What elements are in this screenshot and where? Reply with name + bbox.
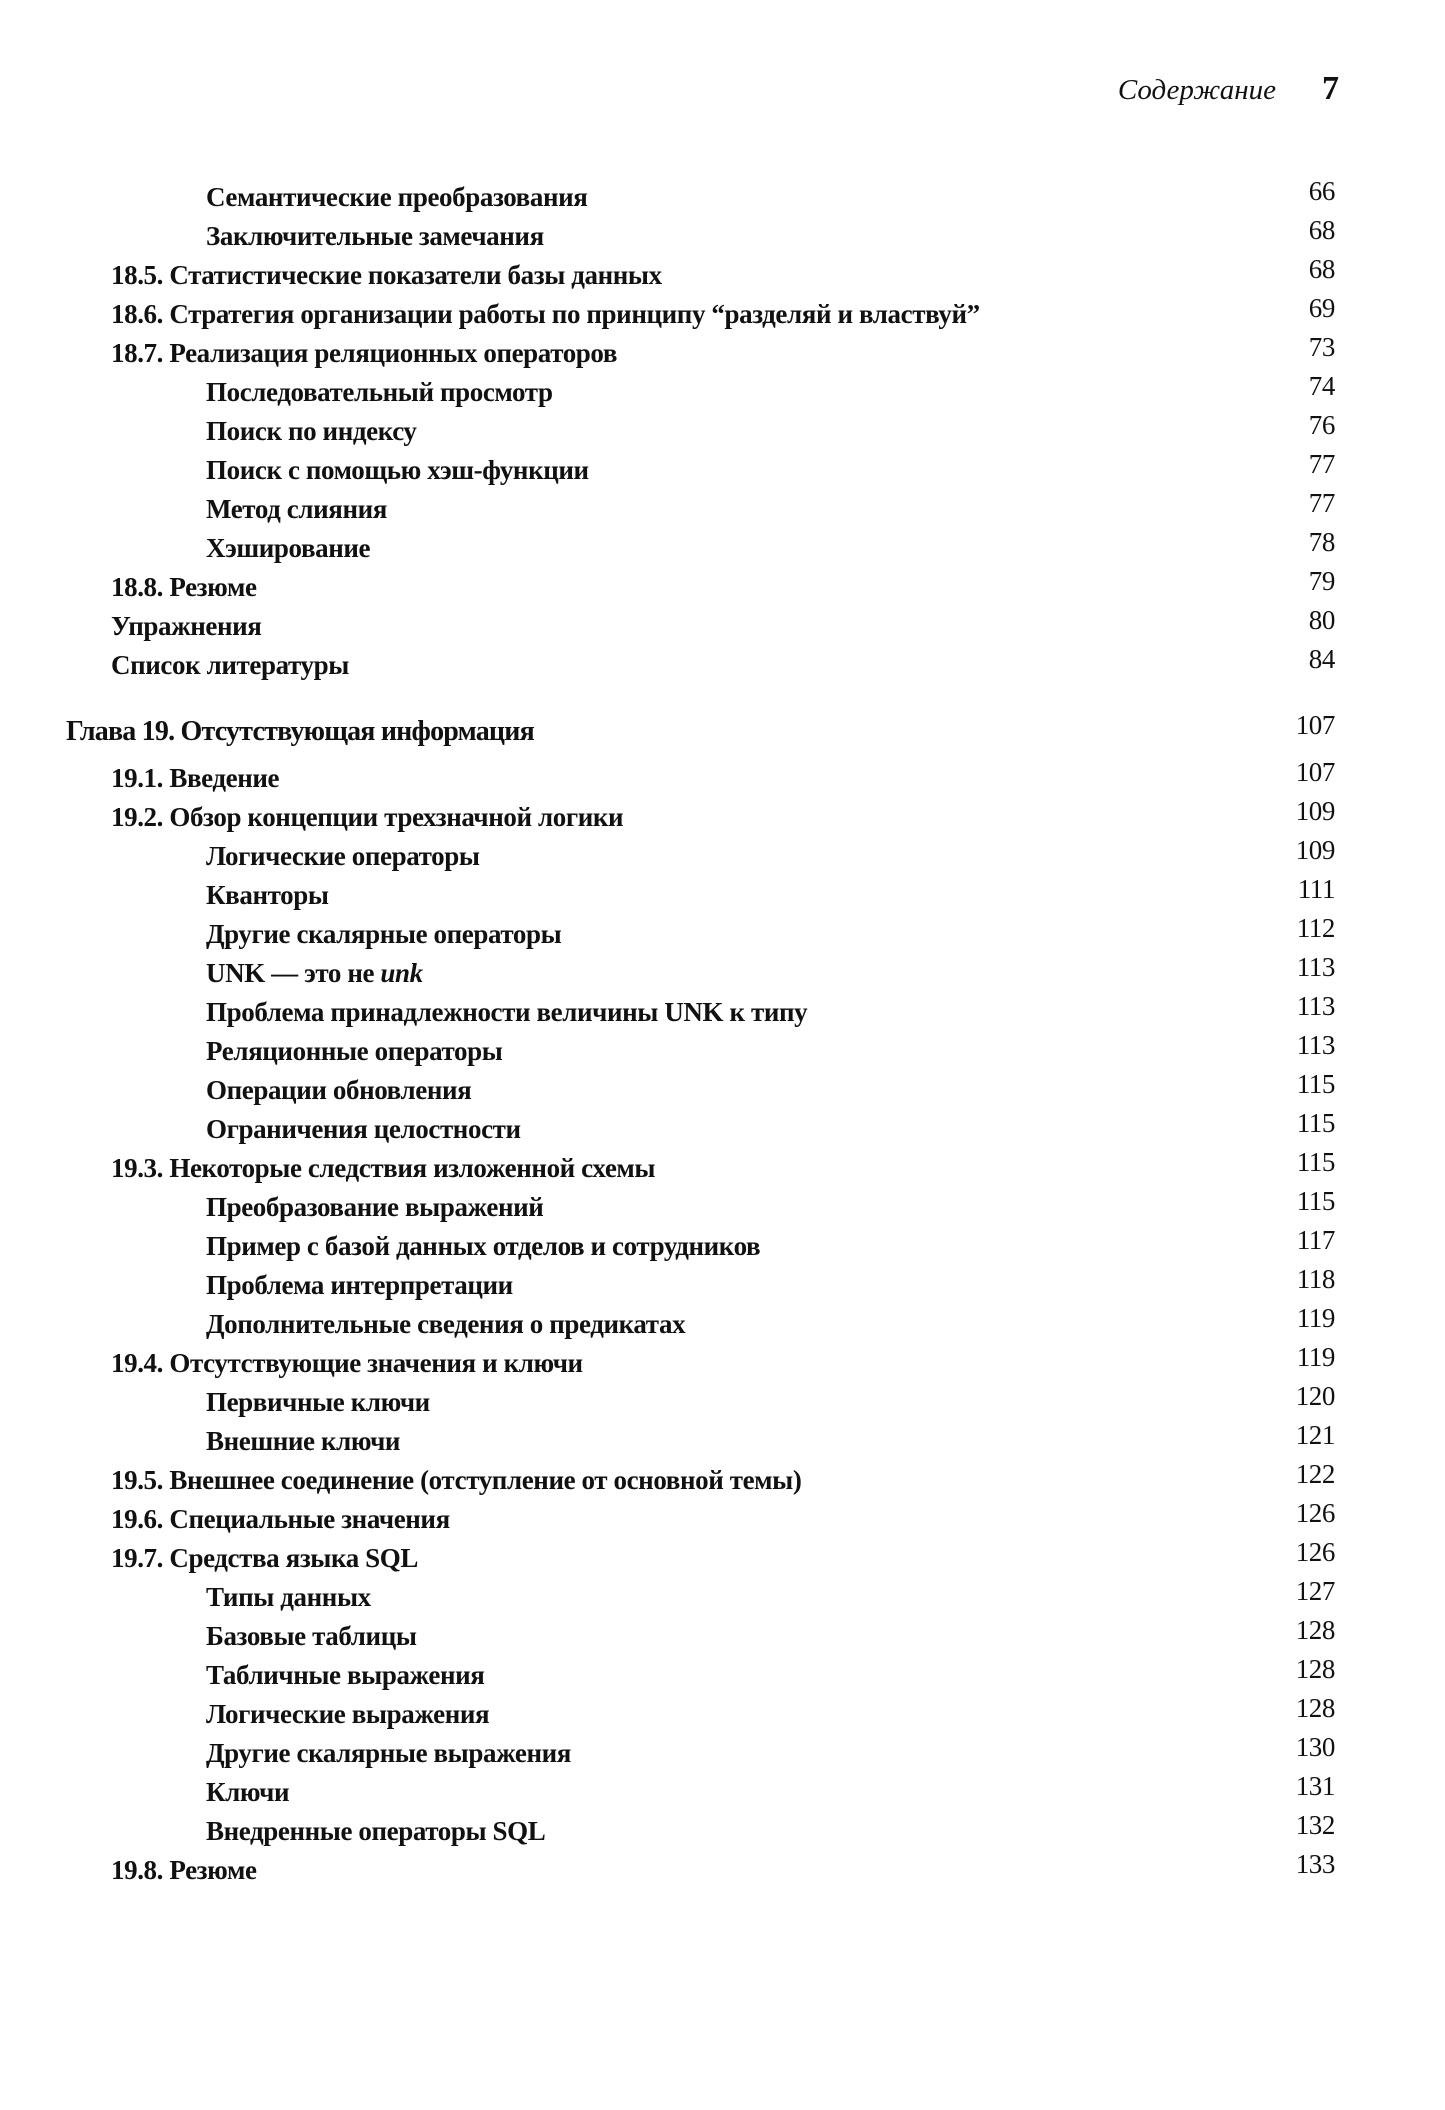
toc-entry-title [66,712,534,751]
toc-subsection [0,1656,1445,1695]
toc-subsection [0,837,1445,876]
toc-entry-title [206,1656,484,1695]
toc-entry-title [206,1578,371,1617]
toc-entry-title [111,759,279,798]
toc-page-number: 113 [1296,952,1335,982]
toc-page-number: 128 [1295,1654,1335,1684]
toc-subsection [0,1266,1445,1305]
toc-entry-title [111,1851,257,1890]
running-header [1118,70,1339,108]
toc-subsection [0,412,1445,451]
toc-entry-title [206,529,370,568]
toc-entry-text: 18.8. Резюме [111,572,257,602]
toc-page-number: 121 [1295,1420,1335,1450]
toc-section [0,646,1445,685]
toc-entry-text: 19.1. Введение [111,763,280,793]
toc-entry-title [206,1110,521,1149]
toc-subsection [0,1773,1445,1812]
toc-subsection [0,1734,1445,1773]
toc-subsection [0,1812,1445,1851]
toc-entry-title [206,993,807,1032]
toc-entry-text: Список литературы [111,650,349,680]
toc-entry-text: Реляционные операторы [206,1036,503,1066]
toc-section [0,1149,1445,1188]
toc-entry-text: Глава 19. Отсутствующая информация [66,716,534,747]
toc-page-number: 77 [1308,488,1335,518]
toc-entry-text: Поиск по индексу [206,416,417,446]
toc-page-number: 126 [1295,1498,1335,1528]
toc-entry-title [206,1812,545,1851]
toc-page-number: 122 [1295,1459,1335,1489]
toc-subsection [0,1617,1445,1656]
toc-page-number: 109 [1295,796,1335,826]
toc-page-number: 128 [1295,1693,1335,1723]
toc-entry-title [111,607,262,646]
toc-entry-text: 18.6. Стратегия организации работы по принципу “разделяй и властвуй” [111,299,980,329]
toc-page-number: 78 [1308,527,1335,557]
toc-entry-text: UNK — это не [206,958,381,988]
toc-subsection [0,373,1445,412]
toc-page-number: 111 [1297,874,1335,904]
toc-entry-text: 19.3. Некоторые следствия изложенной схемы [111,1153,656,1183]
toc-entry-text: Типы данных [206,1582,371,1612]
toc-subsection [0,217,1445,256]
toc-subsection [0,915,1445,954]
toc-page-number: 120 [1295,1381,1335,1411]
toc-page-number: 69 [1308,293,1335,323]
toc-entry-title [206,1617,417,1656]
toc-entry-text: 19.5. Внешнее соединение (отступление от основной темы) [111,1465,802,1495]
toc-page-number: 113 [1296,991,1335,1021]
toc-section [0,1500,1445,1539]
toc-entry-text: Последовательный просмотр [206,377,553,407]
toc-entry-text: Внедренные операторы SQL [206,1816,546,1846]
toc-section [0,759,1445,798]
toc-page-number: 112 [1296,913,1335,943]
toc-subsection [0,876,1445,915]
toc-entry-title [206,1305,685,1344]
toc-section [0,1539,1445,1578]
toc-section [0,568,1445,607]
toc-entry-text: Ограничения целостности [206,1114,521,1144]
toc-page-number: 115 [1296,1108,1335,1138]
toc-page-number: 74 [1308,371,1335,401]
toc-entry-title [206,1032,502,1071]
toc-entry-text: Внешние ключи [206,1426,401,1456]
toc-entry-text: Заключительные замечания [206,221,544,251]
toc-entry-text: Семантические преобразования [206,182,588,212]
toc-entry-text: Другие скалярные выражения [206,1738,572,1768]
toc-entry-text: Упражнения [111,611,262,641]
toc-subsection [0,1227,1445,1266]
toc-subsection [0,1695,1445,1734]
toc-subsection [0,1305,1445,1344]
toc-entry-title [206,1422,400,1461]
toc-entry-title [206,1227,760,1266]
toc-section [0,1461,1445,1500]
toc-section [0,256,1445,295]
toc-page-number: 130 [1295,1732,1335,1762]
toc-entry-text: Другие скалярные операторы [206,919,562,949]
toc-entry-text: 18.5. Статистические показатели базы данных [111,260,662,290]
toc-entry-title [206,178,587,217]
toc-section [0,334,1445,373]
toc-page-number: 79 [1308,566,1335,596]
toc-page-number: 107 [1295,757,1335,787]
toc-entry-title [111,1344,583,1383]
toc-page-number: 77 [1308,449,1335,479]
toc-page-number: 115 [1296,1069,1335,1099]
toc-subsection [0,954,1445,993]
toc-entry-title [206,1188,543,1227]
toc-entry-title [206,1071,471,1110]
toc-entry-text: 19.7. Средства языка SQL [111,1543,418,1573]
toc-entry-title [111,798,623,837]
toc-entry-text: 19.8. Резюме [111,1855,257,1885]
toc-entry-title [206,876,329,915]
toc-entry-title [206,217,544,256]
toc-entry-title [206,1266,513,1305]
toc-entry-title [111,568,257,607]
toc-page-number: 73 [1308,332,1335,362]
toc-page-number: 107 [1295,710,1335,740]
toc-page-number: 119 [1296,1303,1335,1333]
page-number: 7 [1322,70,1339,107]
toc-section [0,1344,1445,1383]
toc-entry-title [111,1461,801,1500]
toc-page-number: 66 [1308,176,1335,206]
toc-section [0,607,1445,646]
toc-entry-text: 19.2. Обзор концепции трехзначной логики [111,802,624,832]
toc-entry-title [206,915,561,954]
toc-entry-title [111,1149,655,1188]
toc-page-number: 128 [1295,1615,1335,1645]
toc-subsection [0,178,1445,217]
toc-page-number: 118 [1296,1264,1335,1294]
toc-page-number: 109 [1295,835,1335,865]
toc-entry-italic-text: unk [380,958,423,988]
toc-entry-text: Ключи [206,1777,290,1807]
toc-page-number: 126 [1295,1537,1335,1567]
toc-page-number: 76 [1308,410,1335,440]
toc-subsection [0,1110,1445,1149]
table-of-contents [0,178,1445,1890]
running-header-title: Содержание [1117,74,1276,106]
toc-subsection [0,1188,1445,1227]
toc-entry-text: Хэширование [206,533,371,563]
toc-page-number: 132 [1295,1810,1335,1840]
toc-page-number: 117 [1296,1225,1335,1255]
toc-entry-title [111,295,980,334]
toc-subsection [0,490,1445,529]
toc-page-number: 80 [1308,605,1335,635]
toc-entry-text: Проблема принадлежности величины UNK к типу [206,997,808,1027]
toc-page-number: 84 [1308,644,1335,674]
toc-section [0,1851,1445,1890]
toc-entry-text: Логические операторы [206,841,480,871]
toc-page-number: 115 [1296,1186,1335,1216]
toc-entry-text: 19.6. Специальные значения [111,1504,450,1534]
toc-entry-title [206,451,589,490]
toc-page-number: 68 [1308,254,1335,284]
toc-subsection [0,1071,1445,1110]
toc-page-number: 115 [1296,1147,1335,1177]
toc-subsection [0,451,1445,490]
toc-subsection [0,1578,1445,1617]
toc-entry-title [206,1734,571,1773]
toc-page-number: 127 [1295,1576,1335,1606]
toc-entry-title [206,373,553,412]
toc-page-number: 113 [1296,1030,1335,1060]
toc-entry-text: Поиск с помощью хэш-функции [206,455,589,485]
toc-entry-text: 19.4. Отсутствующие значения и ключи [111,1348,583,1378]
toc-subsection [0,1422,1445,1461]
toc-entry-title [206,490,387,529]
toc-page-number: 68 [1308,215,1335,245]
toc-entry-text: Операции обновления [206,1075,472,1105]
toc-page-number: 119 [1296,1342,1335,1372]
toc-subsection [0,993,1445,1032]
toc-entry-text: Базовые таблицы [206,1621,417,1651]
toc-entry-title [206,837,480,876]
toc-entry-text: 18.7. Реализация реляционных операторов [111,338,618,368]
toc-subsection [0,1032,1445,1071]
toc-entry-text: Кванторы [206,880,329,910]
toc-entry-title [111,1500,450,1539]
toc-entry-text: Метод слияния [206,494,387,524]
toc-chapter [0,712,1445,751]
toc-section [0,798,1445,837]
toc-entry-text: Дополнительные сведения о предикатах [206,1309,686,1339]
toc-entry-title [111,1539,418,1578]
toc-section [0,295,1445,334]
toc-page-number: 133 [1295,1849,1335,1879]
toc-entry-title [111,334,617,373]
toc-page-number: 131 [1295,1771,1335,1801]
toc-entry-text: Первичные ключи [206,1387,430,1417]
toc-entry-title [206,1695,489,1734]
toc-subsection [0,1383,1445,1422]
toc-entry-title [206,412,417,451]
toc-entry-title [206,1383,430,1422]
toc-entry-title [111,646,349,685]
toc-subsection [0,529,1445,568]
toc-entry-title [111,256,662,295]
toc-entry-title [206,1773,289,1812]
toc-entry-text: Логические выражения [206,1699,490,1729]
toc-entry-text: Преобразование выражений [206,1192,544,1222]
toc-entry-text: Табличные выражения [206,1660,485,1690]
toc-entry-text: Пример с базой данных отделов и сотрудников [206,1231,761,1261]
toc-entry-title [206,954,423,993]
toc-entry-text: Проблема интерпретации [206,1270,513,1300]
